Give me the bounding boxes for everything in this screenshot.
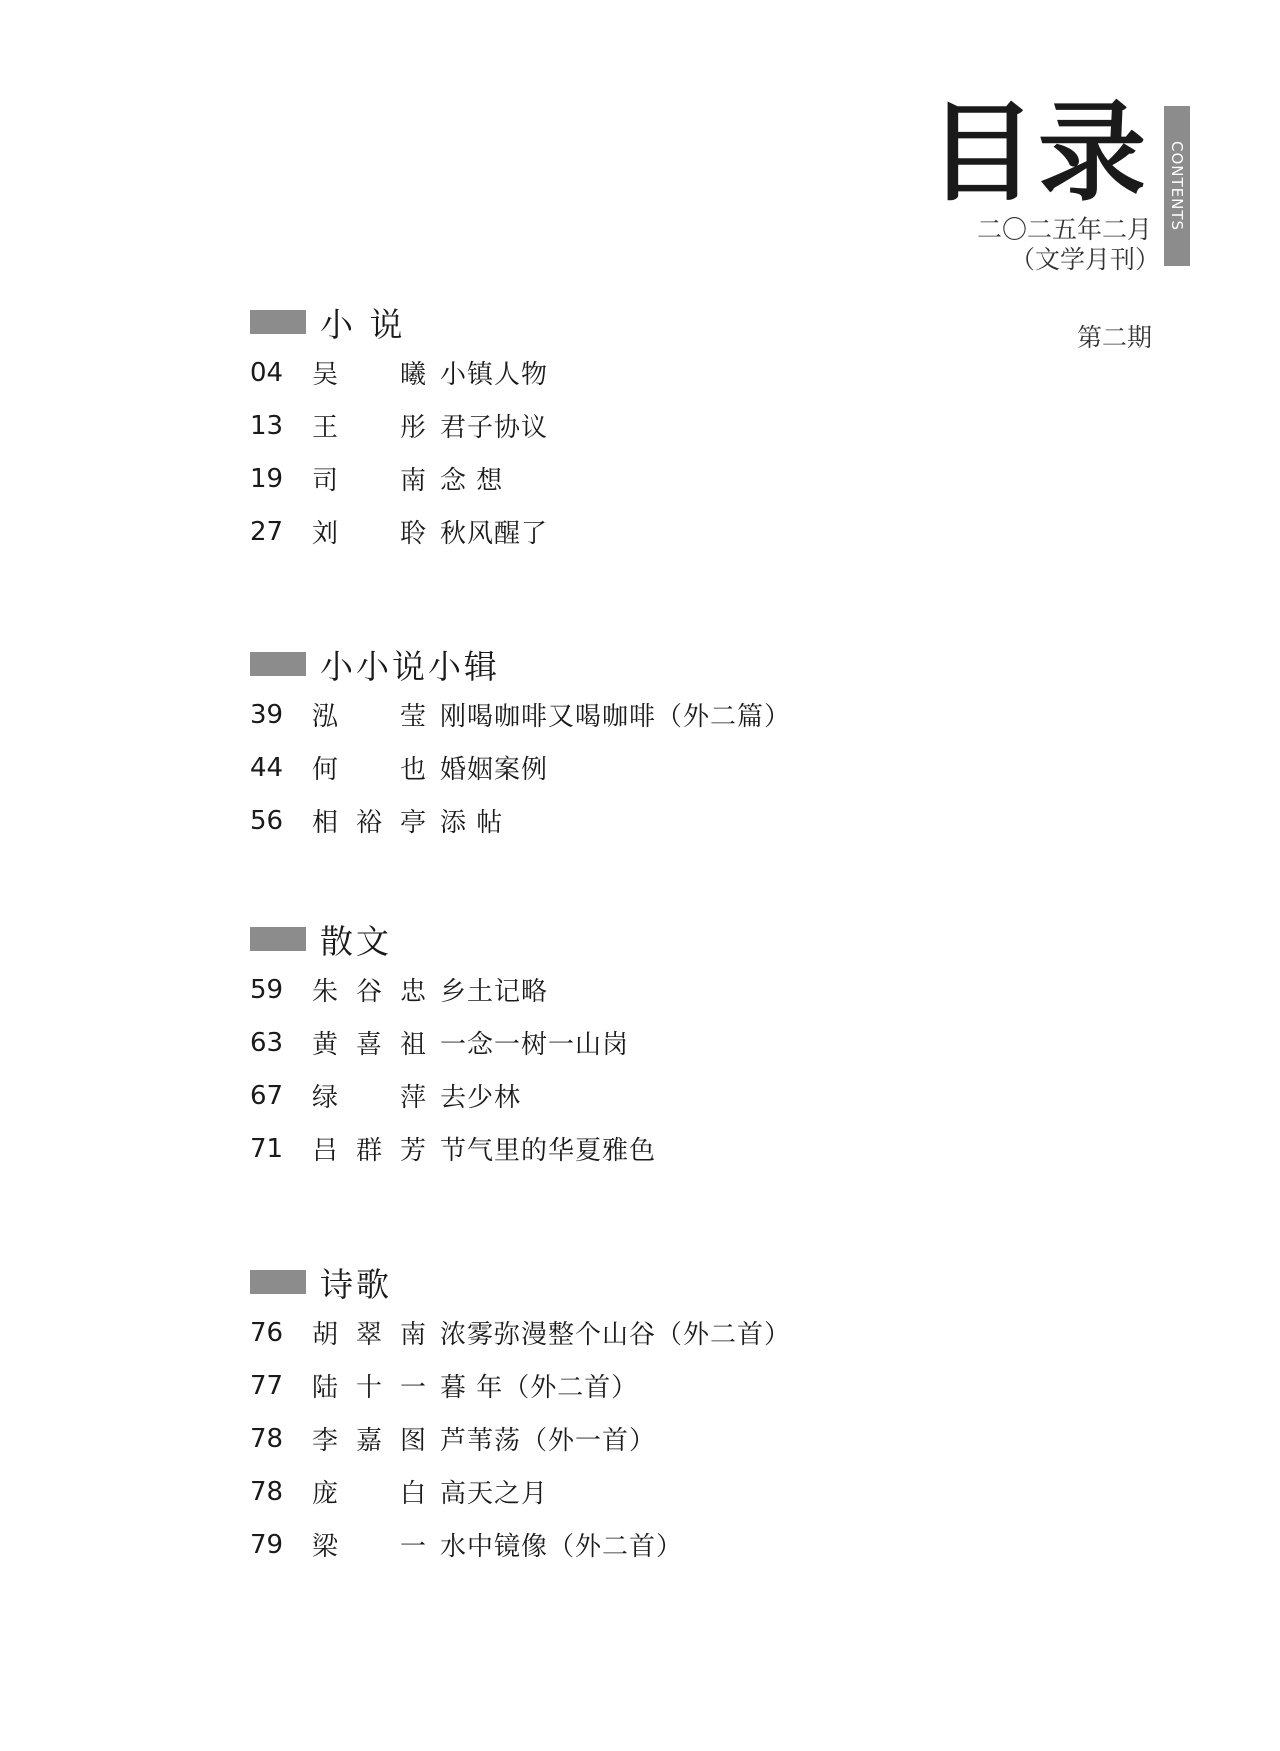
entry-title: 节气里的华夏雅色 bbox=[440, 1136, 657, 1166]
section-title: 小小说小辑 bbox=[320, 646, 500, 686]
section-marker bbox=[250, 310, 306, 334]
publication-type: （文学月刊） bbox=[1009, 245, 1160, 274]
entry-author: 王 彤 bbox=[312, 413, 426, 443]
entry-page: 27 bbox=[250, 516, 284, 547]
entry-title: 去少林 bbox=[440, 1083, 522, 1113]
masthead bbox=[840, 91, 1190, 274]
toc-entry[interactable] bbox=[250, 1122, 656, 1175]
entry-title: 小镇人物 bbox=[440, 360, 549, 390]
entry-title: 水中镜像（外二首） bbox=[440, 1532, 684, 1562]
entry-page: 78 bbox=[250, 1423, 284, 1454]
entry-title: 浓雾弥漫整个山谷（外二首） bbox=[440, 1320, 792, 1350]
entry-author: 朱谷忠 bbox=[312, 977, 426, 1007]
section-marker bbox=[250, 652, 306, 676]
toc-entry[interactable] bbox=[250, 741, 791, 794]
entry-page: 77 bbox=[250, 1370, 284, 1401]
section-poetry bbox=[250, 1258, 791, 1571]
toc-entry[interactable] bbox=[250, 1359, 791, 1412]
toc-entry[interactable] bbox=[250, 1465, 791, 1518]
entry-author: 相裕亭 bbox=[312, 808, 426, 838]
toc-entry[interactable] bbox=[250, 794, 791, 847]
entry-title: 添 帖 bbox=[440, 808, 504, 838]
toc-entry[interactable] bbox=[250, 505, 548, 558]
entry-title: 婚姻案例 bbox=[440, 755, 549, 785]
toc-entry[interactable] bbox=[250, 452, 548, 505]
section-header bbox=[250, 298, 548, 346]
entry-title: 暮 年（外二首） bbox=[440, 1373, 639, 1403]
entry-page: 56 bbox=[250, 805, 284, 836]
entry-page: 63 bbox=[250, 1027, 284, 1058]
entry-author: 黄喜祖 bbox=[312, 1030, 426, 1060]
entry-page: 19 bbox=[250, 463, 284, 494]
section-micro-fiction bbox=[250, 640, 791, 847]
section-header bbox=[250, 1258, 791, 1306]
entry-page: 44 bbox=[250, 752, 284, 783]
section-marker bbox=[250, 1270, 306, 1294]
entry-title: 秋风醒了 bbox=[440, 519, 549, 549]
contents-label: CONTENTS bbox=[1168, 140, 1186, 232]
entry-page: 67 bbox=[250, 1080, 284, 1111]
entry-page: 78 bbox=[250, 1476, 284, 1507]
toc-entry[interactable] bbox=[250, 1412, 791, 1465]
section-header bbox=[250, 640, 791, 688]
section-prose bbox=[250, 915, 656, 1175]
issue-number: 第二期 bbox=[1076, 323, 1152, 352]
entry-title: 刚喝咖啡又喝咖啡（外二篇） bbox=[440, 702, 792, 732]
entry-page: 39 bbox=[250, 699, 284, 730]
entry-author: 刘 聆 bbox=[312, 519, 426, 549]
issue-date: 二〇二五年二月 bbox=[976, 215, 1152, 244]
section-marker bbox=[250, 927, 306, 951]
entry-author: 陆十一 bbox=[312, 1373, 426, 1403]
toc-entry[interactable] bbox=[250, 963, 656, 1016]
section-fiction bbox=[250, 298, 548, 558]
entry-author: 胡翠南 bbox=[312, 1320, 426, 1350]
section-header bbox=[250, 915, 656, 963]
entry-title: 君子协议 bbox=[440, 413, 549, 443]
contents-tab bbox=[1164, 106, 1190, 266]
entry-author: 庞 白 bbox=[312, 1479, 426, 1509]
toc-entry[interactable] bbox=[250, 688, 791, 741]
toc-entry[interactable] bbox=[250, 1306, 791, 1359]
entry-author: 绿 萍 bbox=[312, 1083, 426, 1113]
entry-page: 76 bbox=[250, 1317, 284, 1348]
entry-author: 何 也 bbox=[312, 755, 426, 785]
section-title: 诗歌 bbox=[320, 1264, 392, 1304]
entry-page: 04 bbox=[250, 357, 284, 388]
entry-title: 念 想 bbox=[440, 466, 504, 496]
entry-title: 高天之月 bbox=[440, 1479, 549, 1509]
entry-author: 司 南 bbox=[312, 466, 426, 496]
entry-page: 13 bbox=[250, 410, 284, 441]
entry-page: 79 bbox=[250, 1529, 284, 1560]
entry-page: 71 bbox=[250, 1133, 284, 1164]
entry-author: 泓 莹 bbox=[312, 702, 426, 732]
entry-title: 一念一树一山岗 bbox=[440, 1030, 630, 1060]
toc-entry[interactable] bbox=[250, 1069, 656, 1122]
section-title: 小 说 bbox=[320, 304, 406, 344]
toc-entry[interactable] bbox=[250, 346, 548, 399]
entry-author: 梁 一 bbox=[312, 1532, 426, 1562]
entry-title: 芦苇荡（外一首） bbox=[440, 1426, 657, 1456]
section-title: 散文 bbox=[320, 921, 392, 961]
toc-entry[interactable] bbox=[250, 399, 548, 452]
entry-author: 吴 曦 bbox=[312, 360, 426, 390]
entry-title: 乡土记略 bbox=[440, 977, 549, 1007]
entry-author: 吕群芳 bbox=[312, 1136, 426, 1166]
toc-entry[interactable] bbox=[250, 1518, 791, 1571]
entry-author: 李嘉图 bbox=[312, 1426, 426, 1456]
toc-entry[interactable] bbox=[250, 1016, 656, 1069]
entry-page: 59 bbox=[250, 974, 284, 1005]
page-title: 目录 bbox=[927, 91, 1148, 216]
